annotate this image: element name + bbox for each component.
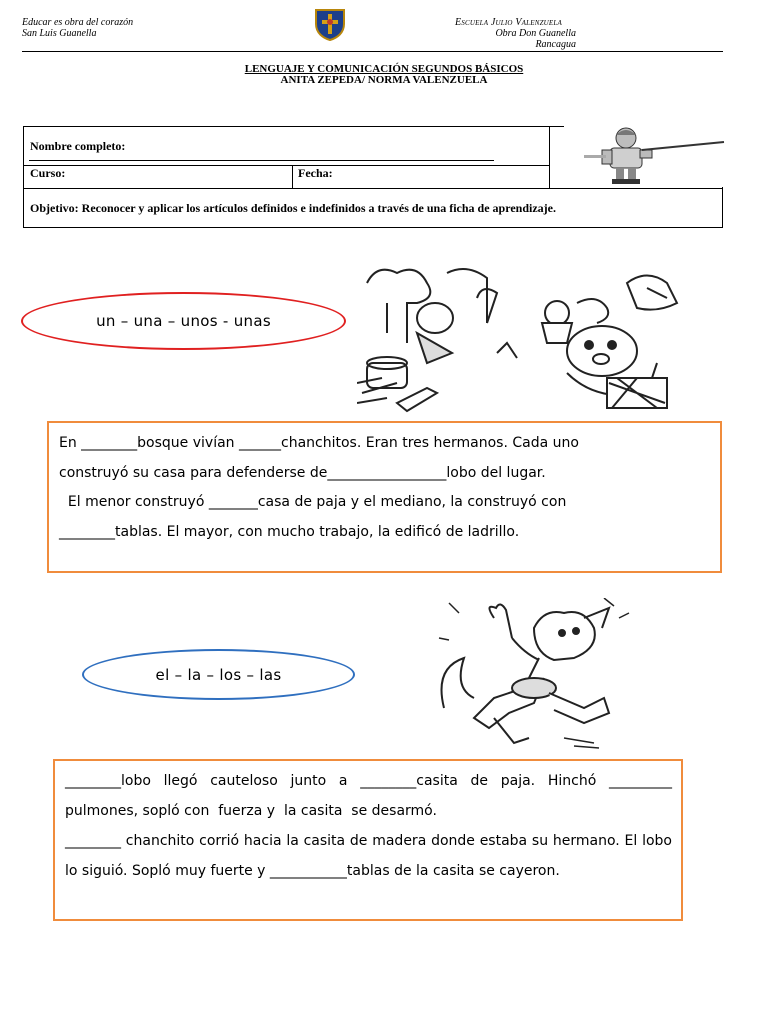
answer-blank[interactable]: ________	[59, 523, 115, 540]
exercise-box-indefinite	[47, 421, 722, 573]
text-segment: pulmones, sopló con fuerza y la casita se desarmó.	[65, 803, 437, 819]
title-teachers: ANITA ZEPEDA/ NORMA VALENZUELA	[280, 74, 488, 86]
table-divider	[24, 165, 549, 166]
table-divider	[24, 188, 722, 189]
answer-blank[interactable]: ______	[239, 435, 281, 451]
name-field[interactable]	[29, 160, 494, 161]
answer-blank[interactable]: _________	[609, 773, 673, 789]
text-segment: El menor construyó	[59, 494, 209, 510]
text-segment: chanchitos. Eran tres hermanos. Cada uno	[281, 435, 579, 451]
table-divider	[549, 127, 550, 188]
indefinite-articles-oval	[21, 292, 346, 350]
definite-articles-oval	[82, 649, 355, 700]
school-crest-icon	[313, 7, 347, 41]
table-divider	[292, 165, 293, 188]
answer-blank[interactable]: ________	[65, 833, 121, 849]
date-label: Fecha:	[298, 166, 333, 180]
student-info-table	[23, 126, 723, 228]
header-school-line3: Rancagua	[535, 39, 576, 50]
text-segment: lobo del lugar.	[446, 464, 546, 481]
name-label: Nombre completo:	[30, 139, 126, 153]
title-subject: LENGUAJE Y COMUNICACIÓN SEGUNDOS BÁSICOS	[244, 63, 524, 75]
header-motto	[22, 17, 133, 39]
exercise-text	[59, 429, 712, 547]
three-pigs-building-illustration	[357, 263, 689, 418]
text-segment: construyó su casa para defenderse de	[59, 464, 328, 481]
header-school-line1: Escuela Julio Valenzuela	[455, 17, 562, 28]
exercise-text	[65, 766, 672, 886]
header-school	[455, 17, 576, 50]
text-segment: lobo llegó cauteloso junto a	[121, 773, 361, 789]
indefinite-articles-label: un – una – unos - unas	[96, 312, 271, 330]
answer-blank[interactable]: ___________	[269, 863, 347, 879]
answer-blank[interactable]: _________________	[327, 464, 447, 481]
header-divider	[22, 51, 723, 52]
text-segment: En	[59, 435, 82, 451]
text-segment: bosque vivían	[137, 435, 239, 451]
answer-blank[interactable]: ________	[65, 773, 121, 789]
answer-blank[interactable]: ________	[360, 773, 417, 789]
running-wolf-illustration	[434, 598, 632, 752]
course-label: Curso:	[30, 166, 66, 180]
header-motto-line1: Educar es obra del corazón	[22, 17, 134, 28]
text-segment: tablas. El mayor, con mucho trabajo, la edificó de ladrillo.	[115, 523, 520, 540]
text-segment: casa de paja y el mediano, la construyó con	[257, 494, 567, 510]
page-title	[0, 64, 768, 86]
header-school-line2: Obra Don Guanella	[495, 28, 576, 39]
header-motto-line2: San Luis Guanella	[22, 28, 97, 39]
text-segment: casita de paja. Hinchó	[416, 773, 610, 789]
answer-blank[interactable]: _______	[208, 494, 258, 510]
text-segment: tablas de la casita se cayeron.	[346, 863, 560, 879]
exercise-box-definite	[53, 759, 683, 921]
text-segment: chanchito corrió hacia la casita de madera donde estaba su hermano. El lobo lo siguió. Sopló muy fuerte y	[65, 833, 672, 879]
objective-text: Objetivo: Reconocer y aplicar los artículos definidos e indefinidos a través de una ficha de aprendizaje.	[30, 201, 556, 215]
definite-articles-label: el – la – los – las	[155, 665, 282, 684]
student-drawing-icon	[564, 125, 729, 187]
answer-blank[interactable]: ________	[81, 435, 138, 451]
